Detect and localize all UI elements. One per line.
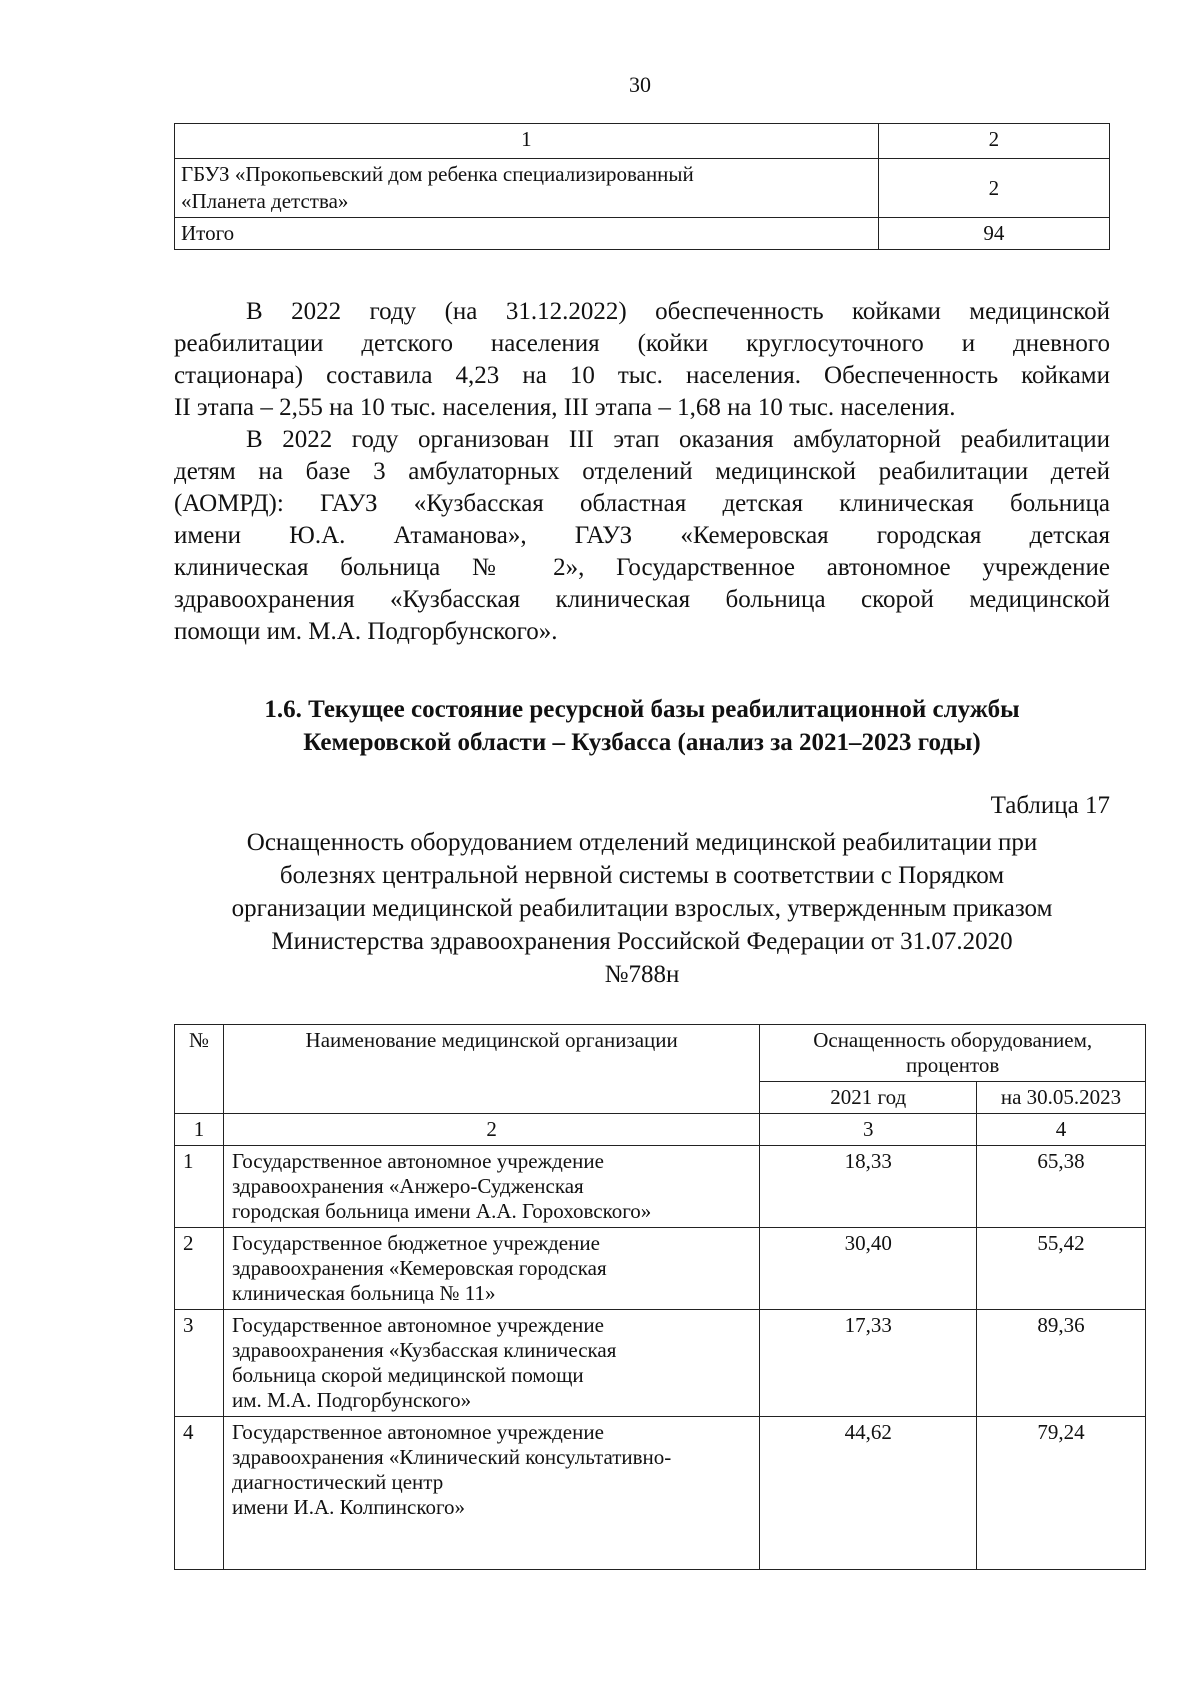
row-num: 4 (175, 1417, 224, 1570)
column-index-row (175, 1114, 1146, 1146)
index-cell: 2 (223, 1114, 759, 1146)
value-2023: 89,36 (977, 1310, 1146, 1417)
paragraph-bed-provision (174, 296, 1110, 424)
caption-line: болезнях центральной нервной системы в соответствии с Порядком (279, 862, 1005, 889)
org-name-cell (223, 1310, 759, 1417)
org-name-cell (223, 1146, 759, 1228)
table-header-row (175, 1025, 1146, 1082)
caption-line: Оснащенность оборудованием отделений медицинской реабилитации при (246, 829, 1038, 856)
value-2021: 17,33 (760, 1310, 977, 1417)
text-line: (АОМРД): ГАУЗ «Кузбасская областная детская клиническая больница (174, 490, 1110, 517)
value-2023: 55,42 (977, 1228, 1146, 1310)
table-row (175, 159, 1110, 218)
total-label-cell: Итого (175, 218, 879, 250)
table-label: Таблица 17 (990, 792, 1110, 819)
header-org: Наименование медицинской организации (223, 1025, 759, 1114)
value-cell: 2 (878, 159, 1109, 218)
table-row (175, 1417, 1146, 1570)
org-name-line: здравоохранения «Кузбасская клиническая (231, 1338, 617, 1362)
org-name-cell (223, 1228, 759, 1310)
value-2021: 18,33 (760, 1146, 977, 1228)
text-line: В 2022 году (на 31.12.2022) обеспеченность койками медицинской (246, 298, 1110, 325)
org-name-line: больница скорой медицинской помощи (231, 1363, 584, 1387)
org-name-cell (223, 1417, 759, 1570)
value-2023: 79,24 (977, 1417, 1146, 1570)
table-caption (174, 826, 1110, 991)
paragraph-outpatient-rehab (174, 424, 1110, 648)
section-heading-line: 1.6. Текущее состояние ресурсной базы реабилитационной службы (264, 696, 1020, 723)
org-name-line: Государственное бюджетное учреждение (231, 1231, 600, 1255)
header-2021: 2021 год (760, 1082, 977, 1114)
equipment-table (174, 1024, 1146, 1570)
value-2021: 44,62 (760, 1417, 977, 1570)
table-header-row (175, 124, 1110, 159)
org-name-line: ГБУЗ «Прокопьевский дом ребенка специализированный (181, 162, 694, 186)
caption-line: №788н (604, 961, 680, 988)
org-name-line: «Планета детства» (181, 189, 349, 213)
org-name-line: Государственное автономное учреждение (231, 1420, 604, 1444)
page-number: 30 (629, 72, 651, 97)
text-line: стационара) составила 4,23 на 10 тыс. населения. Обеспеченность койками (174, 362, 1110, 389)
org-name-line: здравоохранения «Анжеро-Судженская (231, 1174, 584, 1198)
caption-line: Министерства здравоохранения Российской Федерации от 31.07.2020 (271, 928, 1013, 955)
index-cell: 4 (977, 1114, 1146, 1146)
header-2023: на 30.05.2023 (977, 1082, 1146, 1114)
org-name-line: диагностический центр (231, 1470, 444, 1494)
total-value-cell: 94 (878, 218, 1109, 250)
row-num: 2 (175, 1228, 224, 1310)
org-name-line: городская больница имени А.А. Гороховского» (231, 1199, 652, 1223)
org-name-line: им. М.А. Подгорбунского» (231, 1388, 472, 1412)
header-cell: 1 (175, 124, 879, 159)
section-heading-line: Кемеровской области – Кузбасса (анализ за 2021–2023 годы) (303, 729, 981, 756)
row-num: 3 (175, 1310, 224, 1417)
org-name-line: клиническая больница № 11» (231, 1281, 496, 1305)
table-row (175, 1146, 1146, 1228)
text-line: II этапа – 2,55 на 10 тыс. населения, III этапа – 1,68 на 10 тыс. населения. (174, 394, 956, 421)
text-line: детям на базе 3 амбулаторных отделений медицинской реабилитации детей (174, 458, 1110, 485)
header-cell: 2 (878, 124, 1109, 159)
org-name-line: Государственное автономное учреждение (231, 1313, 604, 1337)
header-num: № (175, 1025, 224, 1114)
row-num: 1 (175, 1146, 224, 1228)
continued-table (174, 123, 1110, 250)
index-cell: 3 (760, 1114, 977, 1146)
text-line: реабилитации детского населения (койки круглосуточного и дневного (174, 330, 1110, 357)
text-line: здравоохранения «Кузбасская клиническая больница скорой медицинской (174, 586, 1110, 613)
org-name-cell (175, 159, 879, 218)
org-name-line: имени И.А. Колпинского» (231, 1495, 466, 1519)
org-name-line: Государственное автономное учреждение (231, 1149, 604, 1173)
text-line: В 2022 году организован III этап оказания амбулаторной реабилитации (246, 426, 1110, 453)
index-cell: 1 (175, 1114, 224, 1146)
header-equipment-group: Оснащенность оборудованием, процентов (760, 1025, 1146, 1082)
table-row (175, 1310, 1146, 1417)
table-row (175, 1228, 1146, 1310)
total-row (175, 218, 1110, 250)
text-line: имени Ю.А. Атаманова», ГАУЗ «Кемеровская городская детская (174, 522, 1110, 549)
value-2021: 30,40 (760, 1228, 977, 1310)
caption-line: организации медицинской реабилитации взрослых, утвержденным приказом (231, 895, 1053, 922)
section-heading (174, 693, 1110, 759)
text-line: клиническая больница № 2», Государственное автономное учреждение (174, 554, 1110, 581)
org-name-line: здравоохранения «Клинический консультативно- (231, 1445, 672, 1469)
text-line: помощи им. М.А. Подгорбунского». (174, 618, 558, 645)
value-2023: 65,38 (977, 1146, 1146, 1228)
org-name-line: здравоохранения «Кемеровская городская (231, 1256, 607, 1280)
